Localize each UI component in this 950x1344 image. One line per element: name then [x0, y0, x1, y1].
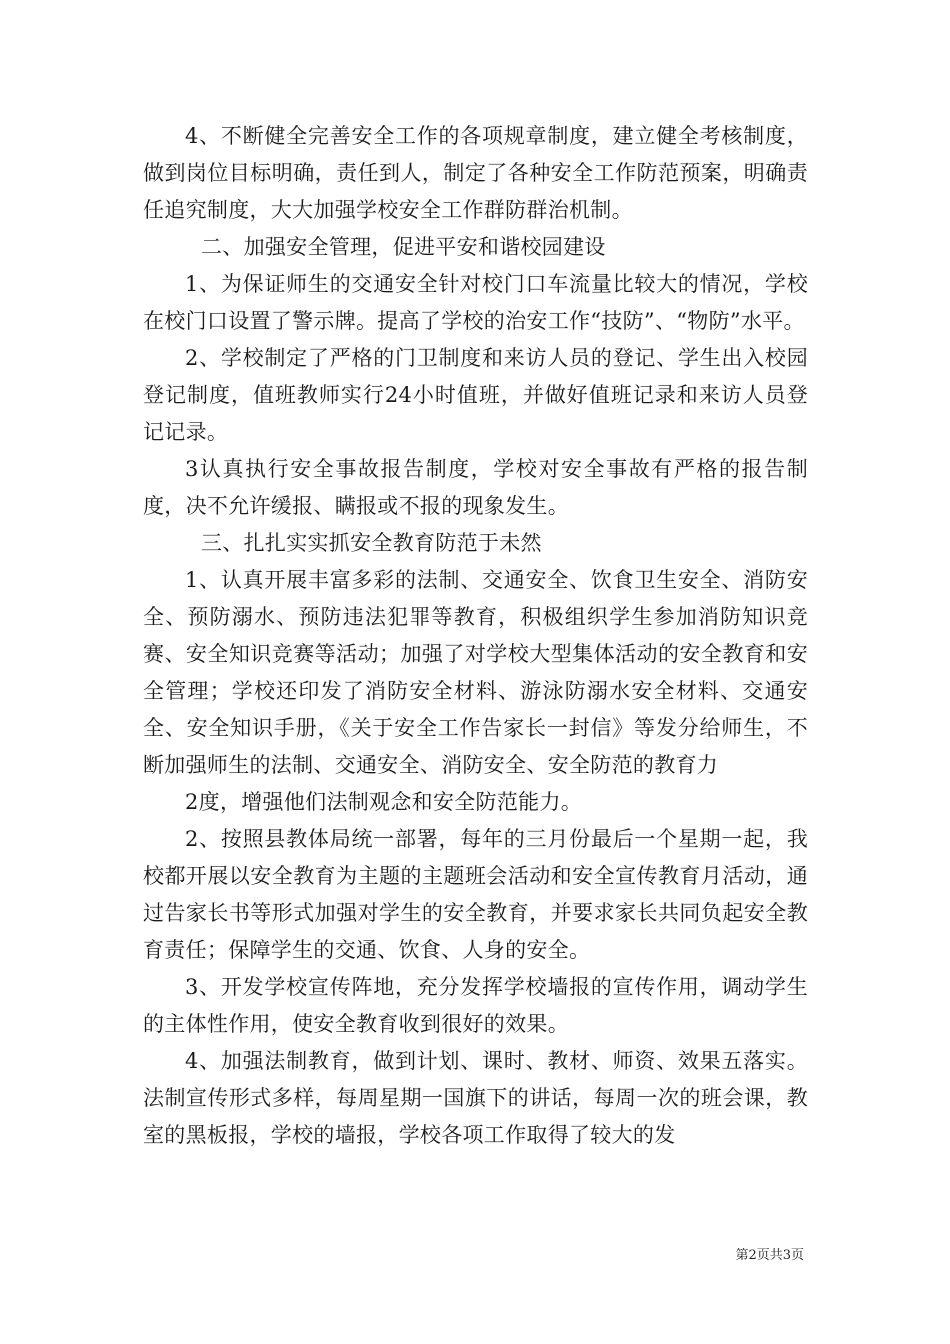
paragraph-traffic-safety: 1、为保证师生的交通安全针对校门口车流量比较大的情况，学校在校门口设置了警示牌。提高了学校的治安工作“技防”、“物防”水平。 [143, 272, 808, 333]
section-heading-safety-education: 三、扎扎实实抓安全教育防范于未然 [201, 531, 542, 555]
section-heading-safety-management: 二、加强安全管理，促进平安和谐校园建设 [201, 235, 606, 259]
paragraph-safety-rules: 4、不断健全完善安全工作的各项规章制度，建立健全考核制度，做到岗位目标明确，责任到人，制定了各种安全工作防范预案，明确责任追究制度，大大加强学校安全工作群防群治机制。 [143, 124, 808, 222]
paragraph-accident-reporting: 3认真执行安全事故报告制度，学校对安全事故有严格的报告制度，决不允许缓报、瞒报或不报的现象发生。 [143, 457, 808, 518]
paragraph-education-activities: 1、认真开展丰富多彩的法制、交通安全、饮食卫生安全、消防安全、预防溺水、预防违法犯罪等教育，积极组织学生参加消防知识竞赛、安全知识竞赛等活动；加强了对学校大型集体活动的安全教育和安全管理；学校还印发了消防安全材料、游泳防溺水安全材料、交通安全、安全知识手册，《关于安全工作告家长一封信》等发分给师生，不断加强师生的法制、交通安全、消防安全、安全防范的教育力 [143, 568, 808, 777]
document-body [143, 118, 808, 1154]
paragraph-gate-registration: 2、学校制定了严格的门卫制度和来访人员的登记、学生出入校园登记制度，值班教师实行24小时值班，并做好值班记录和来访人员登记记录。 [143, 346, 808, 444]
paragraph-legal-education: 4、加强法制教育，做到计划、课时、教材、师资、效果五落实。法制宣传形式多样，每周星期一国旗下的讲话，每周一次的班会课，教室的黑板报，学校的墙报，学校各项工作取得了较大的发 [143, 1049, 808, 1147]
paragraph-education-month: 2、按照县教体局统一部署，每年的三月份最后一个星期一起，我校都开展以安全教育为主题的主题班会活动和安全宣传教育月活动，通过告家长书等形式加强对学生的安全教育，并要求家长共同负起安全教育责任；保障学生的交通、饮食、人身的安全。 [143, 827, 808, 962]
page-number: 第2页共3页 [735, 1248, 804, 1263]
paragraph-education-continuation: 2度，增强他们法制观念和安全防范能力。 [185, 790, 583, 814]
paragraph-publicity: 3、开发学校宣传阵地，充分发挥学校墙报的宣传作用，调动学生的主体性作用，使安全教育收到很好的效果。 [143, 975, 808, 1036]
